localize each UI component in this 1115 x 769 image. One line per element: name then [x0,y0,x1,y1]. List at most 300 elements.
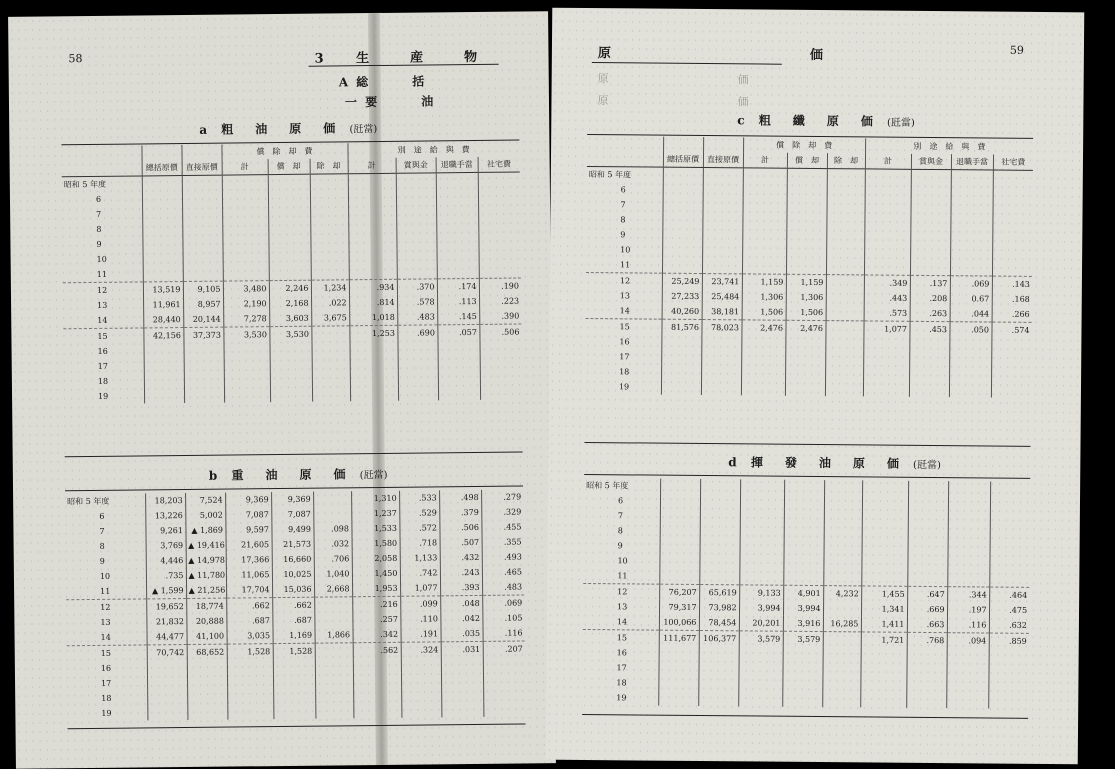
table-cell [223,265,269,281]
table-cell [862,510,908,525]
table-cell [182,175,222,191]
table-cell [698,691,738,706]
table-cell [740,539,784,554]
table-cell [741,365,785,380]
table-cell [947,571,989,587]
table-cell [863,366,909,381]
table-cell: 3,530 [223,327,269,343]
table-cell: 9,369 [271,492,313,507]
table-cell: 3,994 [739,600,783,615]
table-d-caption-text: d 揮 發 油 原 価 [728,455,904,471]
table-cell: .191 [400,626,440,642]
table-cell [951,185,993,200]
table-a-body [62,172,522,404]
table-cell [147,660,187,675]
table-cell: 1,455 [861,586,907,602]
table-cell: 15,036 [272,582,314,598]
table-b [65,489,525,721]
table-cell [663,183,703,198]
row-label: 8 [620,215,626,225]
table-cell [353,673,401,689]
table-cell: 3,579 [783,631,823,647]
column-header: 退職手當 [436,157,478,173]
table-cell [184,373,224,388]
table-cell [348,234,396,250]
table-cell [909,337,949,352]
table-cell [348,173,396,189]
row-label: 18 [101,693,112,703]
column-header: 賞與金 [911,154,951,170]
row-label: 14 [619,306,630,316]
table-cell: .263 [910,306,950,322]
table-cell [826,290,864,305]
table-cell [182,206,222,221]
table-cell [743,198,787,213]
column-header: 償 却 [787,153,827,169]
table-cell [991,353,1031,368]
table-d-caption [728,453,941,472]
table-cell [950,230,992,245]
section-title: A 総 括 [338,74,427,90]
table-cell [703,168,743,184]
table-cell [863,336,909,351]
table-cell [823,647,861,662]
table-cell [782,692,822,707]
column-header: 直接原價 [182,160,222,176]
table-d [582,478,1030,709]
table-cell: .174 [437,278,479,294]
header-blank [141,145,181,160]
table-cell [348,189,396,205]
table-cell [907,556,947,571]
table-cell: 9,369 [225,492,271,507]
table-cell [990,497,1030,512]
table-cell [827,184,865,199]
table-cell: 3,035 [226,628,272,644]
table-cell: 1,411 [861,616,907,632]
table-cell: 19,652 [146,599,186,615]
row-label: 19 [616,693,627,703]
table-cell [662,243,702,258]
table-cell [699,569,739,585]
table-cell: 78,454 [699,615,739,631]
table-row [582,690,1028,709]
table-cell [310,204,348,219]
table-cell: 3,916 [783,616,823,632]
table-cell [702,213,742,228]
table-cell: .529 [399,505,439,520]
table-cell [703,183,743,198]
table-cell [311,249,349,264]
header-empty [61,145,141,161]
table-cell [865,169,911,185]
table-cell [865,184,911,199]
table-cell: 10,025 [272,567,314,582]
table-cell: 1,866 [314,627,352,643]
table-cell [783,570,823,586]
table-cell [187,675,227,690]
column-header: 計 [743,152,787,168]
table-cell: 25,484 [702,289,742,304]
table-cell [398,340,438,355]
row-label: 16 [616,648,627,658]
table-cell [861,647,907,662]
table-cell [826,259,864,275]
table-cell: .562 [353,642,401,658]
table-cell: 3,579 [739,631,783,647]
table-cell [946,663,988,678]
table-cell [946,678,988,693]
table-cell [991,368,1031,383]
table-cell [661,380,701,395]
table-cell [947,648,989,663]
row-label: 8 [99,541,105,551]
table-cell: .069 [482,595,524,611]
row-label: 6 [95,194,102,204]
table-cell [144,373,184,388]
header-depreciation-group: 償 除 却 費 [221,143,347,159]
table-cell: .573 [864,305,910,321]
table-cell: .687 [226,613,272,628]
table-cell [824,540,862,555]
table-a-caption-text: a 粗 油 原 価 [199,121,341,137]
table-cell: .042 [440,611,482,626]
table-cell: 17,704 [226,582,272,598]
row-label: 10 [99,571,111,581]
table-cell: 1,528 [273,643,315,659]
table-cell [144,358,184,373]
table-cell [273,704,315,719]
table-cell: .032 [314,536,352,551]
table-cell [910,245,950,260]
table-cell [825,321,863,337]
row-label: 7 [617,511,623,521]
table-cell: 1,310 [351,491,399,507]
column-header: 計 [348,158,396,174]
table-cell [312,356,350,371]
table-cell [224,387,270,402]
table-cell [227,704,273,719]
table-b-bottom-rule [68,723,526,729]
table-cell [270,357,312,372]
table-c-body [585,167,1033,398]
table-c [585,136,1033,398]
table-cell [949,382,991,397]
table-cell: 7,087 [271,507,313,522]
table-cell [483,701,525,716]
table-cell: .099 [400,596,440,612]
table-cell [147,705,187,720]
page-number-right: 59 [1009,43,1024,57]
table-cell [738,676,782,691]
table-cell [701,350,741,365]
table-cell [659,569,699,585]
table-cell: 68,652 [187,644,227,660]
table-cell: .057 [437,324,479,340]
table-cell [822,677,860,692]
table-cell [699,646,739,661]
table-cell [483,671,525,686]
table-cell [144,388,184,403]
table-cell: .197 [947,602,989,617]
table-cell: .208 [910,291,950,306]
table-cell [703,198,743,213]
table-cell [988,664,1028,679]
table-cell [782,662,822,677]
row-label: 11 [620,260,631,270]
table-cell: ▲ 14,978 [186,553,226,568]
table-cell: 70,742 [147,645,187,661]
table-cell [661,365,701,380]
table-cell: 1,306 [742,289,786,304]
row-label: 昭和 5 年度 [588,170,632,180]
table-cell: .137 [910,275,950,291]
table-cell [224,342,270,357]
table-cell [863,381,909,396]
table-cell: 2,476 [785,320,825,336]
row-label: 7 [96,209,102,219]
chapter-title: 3 生 産 物 [314,49,492,67]
table-cell [401,672,441,687]
table-cell [909,382,949,397]
table-cell [700,524,740,539]
table-c-caption-text: c 粗 纖 原 価 [737,113,878,129]
table-cell [315,673,353,688]
table-cell: 78,023 [701,320,741,336]
table-cell: .464 [989,587,1029,603]
table-cell: 1,506 [786,305,826,321]
table-cell [907,648,947,663]
table-cell [827,199,865,214]
table-cell [660,524,700,539]
table-cell [187,690,227,705]
table-cell [861,570,907,586]
row-label: 12 [583,583,659,599]
table-cell [398,370,438,385]
table-cell: .443 [864,290,910,305]
table-cell: .022 [311,295,349,310]
table-cell [823,555,861,570]
table-cell: .663 [907,617,947,633]
table-cell [825,351,863,366]
table-cell: ▲ 19,416 [186,538,226,553]
table-cell [147,690,187,705]
table-cell: ▲ 11,780 [186,568,226,583]
row-label: 17 [101,678,112,688]
table-cell: 18,774 [186,598,226,614]
table-cell: .574 [991,322,1031,338]
table-d-body [582,478,1030,709]
table-cell [143,251,183,266]
table-cell [184,343,224,358]
table-cell: .050 [949,322,991,338]
table-cell [825,381,863,396]
running-title: 原 価 [597,46,863,64]
header-empty [587,136,663,152]
table-cell [310,174,348,190]
row-label: 16 [97,346,108,356]
row-label: 19 [101,708,112,718]
table-cell [142,191,182,206]
table-cell: 40,260 [662,304,702,320]
table-cell: .493 [482,549,524,564]
row-label: 14 [100,632,111,642]
table-cell [906,663,946,678]
row-label: 9 [617,541,623,551]
table-cell [182,221,222,236]
table-cell: .483 [482,579,524,595]
table-cell: .342 [352,627,400,643]
table-cell [480,339,522,354]
table-cell: 1,341 [861,601,907,616]
header-blank [181,145,221,160]
table-cell [988,694,1028,709]
table-cell [658,661,698,676]
table-cell [348,204,396,220]
table-cell [993,186,1033,201]
table-cell: 7,278 [223,311,269,327]
table-cell [398,385,438,400]
table-cell: 7,087 [225,507,271,522]
row-label: 13 [100,617,111,627]
table-cell: 20,144 [183,312,223,328]
table-cell [663,198,703,213]
table-cell [823,601,861,616]
table-cell [147,675,187,690]
table-cell: 1,237 [351,506,399,522]
table-cell: .116 [482,625,524,641]
table-cell: 9,499 [271,522,313,537]
table-cell [950,215,992,230]
table-cell: 4,901 [783,585,823,601]
table-cell [862,540,908,555]
table-cell [478,217,520,232]
subsection-title: 一 要 油 [344,94,436,110]
table-cell [949,337,991,352]
table-cell: .145 [437,309,479,325]
table-b-unit: (瓩當) [359,469,388,482]
table-cell [949,367,991,382]
table-cell [948,481,990,496]
bleed-through-line-1: 原 価 [597,72,773,87]
table-cell [268,174,310,190]
table-cell: 2,476 [741,320,785,336]
table-cell: 1,253 [349,325,397,341]
table-cell [350,386,398,402]
table-cell: .768 [907,632,947,648]
table-cell: .687 [272,613,314,628]
table-cell: .207 [483,641,525,657]
row-label: 17 [619,352,630,362]
table-a-caption [199,119,377,138]
header-depreciation-group: 償 除 却 費 [743,137,865,153]
table-cell [437,263,479,279]
table-cell [862,480,908,495]
row-label: 19 [618,382,630,392]
table-cell: 5,002 [185,508,225,523]
row-label: 14 [616,617,628,627]
table-cell [742,258,786,274]
table-d-unit: (瓩當) [913,459,941,472]
table-cell [660,509,700,524]
table-cell [822,662,860,677]
table-cell [948,541,990,556]
table-cell [401,687,441,702]
table-cell [348,219,396,235]
table-cell [312,371,350,386]
table-cell [783,647,823,662]
table-cell: 1,040 [314,566,352,581]
table-cell [785,366,825,381]
table-cell [270,387,312,402]
column-header: 計 [865,153,911,169]
table-cell [698,661,738,676]
column-header: 總括原價 [663,152,703,168]
table-cell: .329 [481,504,523,519]
table-cell [864,229,910,244]
column-header: 償 却 [268,159,310,175]
table-cell [314,597,352,613]
table-a-unit: (瓩當) [349,123,378,136]
table-cell: .432 [440,550,482,565]
table-cell [702,228,742,243]
table-cell [438,385,480,400]
table-cell [273,659,315,674]
table-cell: 1,169 [272,628,314,644]
row-label: 14 [97,315,108,325]
row-label: 15 [583,629,659,645]
table-cell: 111,677 [659,630,699,646]
table-cell [786,244,826,259]
column-header: 除 却 [827,153,865,169]
table-cell [441,657,483,672]
table-cell: .742 [400,565,440,580]
table-cell [698,676,738,691]
table-cell: 8,957 [183,297,223,312]
table-cell [785,336,825,351]
table-cell [315,688,353,703]
table-cell: 106,377 [699,630,739,646]
table-cell: .110 [400,611,440,626]
table-cell [741,335,785,350]
table-cell: 100,066 [659,615,699,631]
table-cell: 9,133 [739,585,783,601]
table-cell: 0.67 [950,291,992,306]
row-label: 6 [99,511,105,521]
table-cell: .105 [482,610,524,625]
table-cell [990,482,1030,497]
table-a-bottom-rule [65,451,523,457]
table-cell [951,170,993,186]
table-cell: 9,105 [183,281,223,297]
table-cell [270,372,312,387]
table-cell [992,216,1032,231]
table-cell: .143 [992,276,1032,292]
table-cell: 9,261 [145,523,185,538]
table-cell [227,689,273,704]
table-cell: 2,168 [269,296,311,311]
table-cell: .094 [947,633,989,649]
table-cell [741,350,785,365]
table-cell: .116 [947,617,989,633]
table-cell [862,525,908,540]
table-cell [659,646,699,661]
table-cell: .243 [440,565,482,580]
table-cell [784,540,824,555]
table-cell: ▲ 21,256 [186,583,226,599]
table-cell: 1,077 [863,321,909,337]
table-cell: .669 [907,602,947,617]
